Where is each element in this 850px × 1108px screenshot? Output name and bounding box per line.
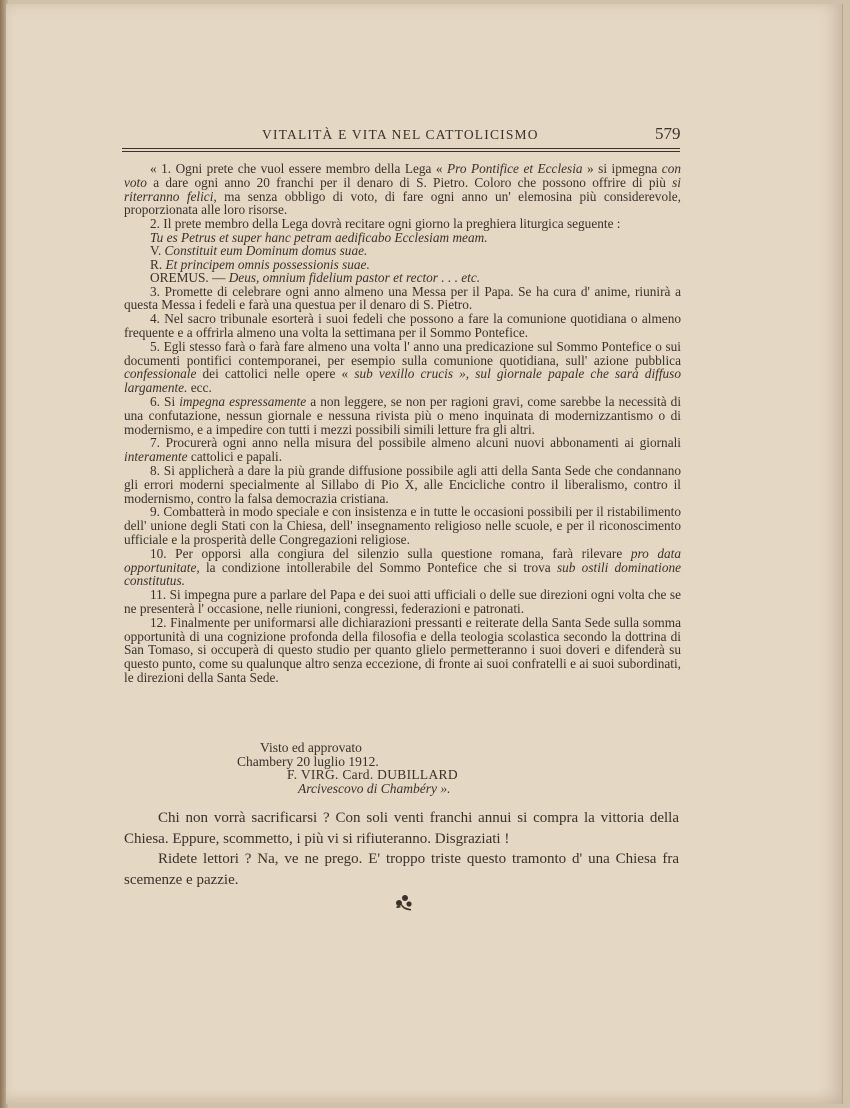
paragraph-5: 5. Egli stesso farà o farà fare almeno una volta l' anno una predicazione sul Sommo Pontefice o sui documenti pontifici contemporanei, per esempio sulla comunione quotidiana, sull' azione pubblica confessionale dei cattolici nelle opere « sub vexillo crucis », sul giornale papale che sarà diffuso largamente. ecc. [124, 338, 681, 396]
signature-approved: Visto ed approvato [260, 740, 362, 755]
prayer-line-1: Tu es Petrus et super hanc petram aedificabo Ecclesiam meam. [150, 229, 488, 245]
page-number: 579 [655, 124, 681, 143]
paragraph-9: 9. Combatterà in modo speciale e con insistenza e in tutte le occasioni possibili per il ristabilimento dell' unione degli Stati con la Chiesa, dell' insegnamento religioso nelle scuole, e per il riconoscimento ufficiale e la prosperità delle Congregazioni religiose. [124, 504, 681, 547]
paragraph-10: 10. Per opporsi alla congiura del silenzio sulla questione romana, farà rilevare pro data opportunitate, la condizione intollerabile del Sommo Pontefice che si trova sub ostili dominatione constitutus. [124, 545, 682, 589]
closing-paragraph-1: Chi non vorrà sacrificarsi ? Con soli venti franchi annui si compra la vittoria della Chiesa. Eppure, scommetto, i più vi si rifiuteranno. Disgraziati ! [124, 810, 679, 847]
closing-remarks [124, 808, 679, 890]
running-head-title: VITALITÀ E VITA NEL CATTOLICISMO [262, 127, 539, 142]
paragraph-1: « 1. Ogni prete che vuol essere membro della Lega « Pro Pontifice et Ecclesia » si ipmegna con voto a dare ogni anno 20 franchi per il denaro di S. Pietro. Coloro che possono offrire di più si riterranno felici, ma senza obbligo di voto, di fare ogni anno un' elemosina più considerevole, proporzionata alle loro risorse. [124, 161, 682, 218]
paragraph-4: 4. Nel sacro tribunale esorterà i suoi fedeli che possono a fare la comunione quotidiana o almeno frequente e a offrirla almeno una volta la settimana per il Sommo Pontefice. [124, 311, 681, 340]
prayer-line-4: OREMUS. — Deus, omnium fidelium pastor et rector . . . etc. [150, 270, 481, 286]
paragraph-3: 3. Promette di celebrare ogni anno almeno una Messa per il Papa. Se ha cura d' anime, riunirà a questa Messa i fedeli e farà una questua per il denaro di S. Pietro. [124, 283, 681, 313]
paragraph-11: 11. Si impegna pure a parlare del Papa e dei suoi atti ufficiali o delle sue direzioni ogni volta che se ne presenterà l' occasione, nelle riunioni, congressi, federazioni e patronati. [124, 587, 681, 616]
prayer-line-2: V. Constituit eum Dominum domus suae. [150, 243, 368, 259]
prayer-line-3: R. Et principem omnis possessionis suae. [150, 256, 370, 272]
document-body [124, 162, 681, 685]
signature-name: F. VIRG. Card. DUBILLARD [287, 767, 458, 782]
fleuron-icon [393, 892, 417, 916]
paragraph-6: 6. Si impegna espressamente a non leggere, se non per ragioni gravi, come sarebbe la necessità di una confutazione, nessun giornale e nessuna rivista più o meno inquinata di modernizzantismo o di modernismo, e a impedire con tutti i mezzi possibili simili letture fra gli altri. [124, 393, 682, 437]
signature-title: Arcivescovo di Chambéry ». [298, 781, 451, 796]
signature-place-date: Chambery 20 luglio 1912. [237, 754, 379, 769]
header-rule-top [122, 148, 680, 149]
closing-paragraph-2: Ridete lettori ? Na, ve ne prego. E' troppo triste questo tramonto d' una Chiesa fra scemenze e pazzie. [124, 851, 679, 888]
header-rule-bottom [122, 151, 680, 152]
paragraph-2: 2. Il prete membro della Lega dovrà recitare ogni giorno la preghiera liturgica seguente : [150, 216, 621, 232]
paragraph-7: 7. Procurerà ogni anno nella misura del possibile almeno alcuni nuovi abbonamenti ai giornali interamente cattolici e papali. [124, 435, 681, 465]
paragraph-8: 8. Si applicherà a dare la più grande diffusione possibile agli atti della Santa Sede che condannano gli errori moderni specialmente al Sillabo di Pio X, alle Encicliche contro il liberalismo, contro il modernismo, contro la falsa democrazia cristiana. [124, 462, 681, 506]
paragraph-12: 12. Finalmente per uniformarsi alle dichiarazioni pressanti e reiterate della Santa Sede sulla somma opportunità di una cognizione profonda della filosofia e della teologia scolastica secondo la dottrina di San Tomaso, si occuperà di questo studio per quanto glielo permetteranno i suoi doveri e difenderà su questo punto, come su qualunque altro senza eccezione, di fronte ai suoi confratelli e ai suoi subordinati, le direzioni della Santa Sede. [124, 614, 681, 685]
